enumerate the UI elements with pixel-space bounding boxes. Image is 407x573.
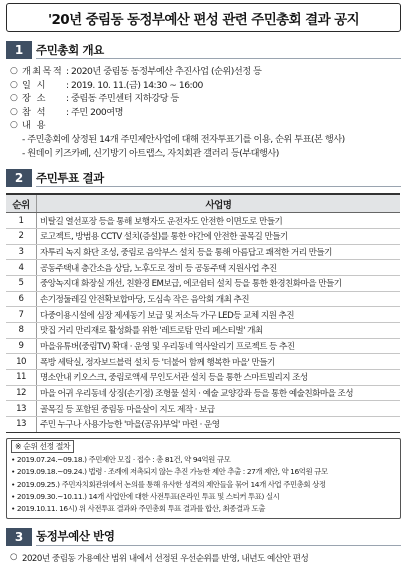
overview-value: : 2020년 중림동 동정부예산 추진사업 (순위)선정 등 [66, 66, 262, 77]
rank-cell: 3 [6, 244, 37, 260]
item-cell: 비탈길 열선포장 등을 통해 보행자도 운전자도 안전한 이면도로 만들기 [37, 213, 401, 229]
section-3-title: 동정부예산 반영 [36, 528, 401, 546]
overview-row [10, 92, 401, 106]
table-row [6, 322, 400, 338]
overview-key: 내 용 [22, 120, 47, 132]
item-cell: 명소안내 키오스크, 중림로액세 무인도서관 설치 등을 통한 스마트빌리지 조성 [37, 370, 401, 386]
table-row [6, 401, 400, 417]
table-row [6, 385, 400, 401]
rank-cell: 12 [6, 385, 37, 401]
section-1-number: 1 [6, 41, 32, 59]
rank-cell: 5 [6, 275, 37, 291]
item-cell: 마을유튜버(중림TV) 확대 · 운영 및 우리동네 역사알리기 프로젝트 등 추진 [37, 338, 401, 354]
procedure-note-line: • 2019.10.11. 16시) 위 사전투표 결과와 주민총회 투표 결과를 합산, 최종결과 도출 [11, 504, 265, 514]
rank-cell: 6 [6, 291, 37, 307]
procedure-note-box [6, 438, 401, 519]
overview-row [10, 65, 401, 79]
overview-value: : 주민 200여명 [66, 106, 123, 118]
rank-cell: 9 [6, 338, 37, 354]
item-cell: 골목길 등 포함된 중림동 마을살이 지도 제작 · 보급 [37, 401, 401, 417]
overview-list [10, 65, 401, 160]
procedure-note-line: • 2019.09.30.~10.11.) 14개 사업안에 대한 사전투표(온라인 투표 및 스티커 투표) 실시 [11, 492, 280, 501]
item-cell: 맛집 거리 만리재로 활성화를 위한 '레트로탐 만리 페스티벌' 개최 [37, 322, 401, 338]
table-row [6, 260, 400, 276]
overview-row [10, 106, 401, 120]
rank-cell: 13 [6, 401, 37, 417]
rank-cell: 2 [6, 228, 37, 244]
item-cell: 주민 누구나 사용가능한 '마을(공유)부엌' 마련 · 운영 [37, 417, 401, 433]
table-row [6, 228, 400, 244]
section-2-number: 2 [6, 169, 32, 187]
budget-reflection-text: 2020년 중림동 가용예산 범위 내에서 선정된 우선순위를 반영, 내년도 예산안 편성 [22, 553, 309, 564]
table-row [6, 213, 400, 229]
item-cell: 마을 어귀 우리동네 상징(손기정) 조형물 설치 · 예술 교양강좌 등을 통한 예술친화마을 조성 [37, 385, 401, 401]
overview-value: : 중림동 주민센터 지하강당 등 [66, 93, 179, 105]
overview-row [10, 119, 401, 133]
rank-cell: 4 [6, 260, 37, 276]
item-column-header: 사업명 [37, 194, 401, 213]
circle-bullet-icon: ○ [10, 106, 18, 117]
table-row [6, 307, 400, 323]
section-3-header [6, 528, 401, 546]
procedure-note-tag: ※ 순위 선정 절차 [11, 440, 74, 453]
budget-reflection [10, 552, 401, 564]
item-cell: 공동주택내 층간소음 상담, 노후도로 정비 등 공동주택 지원사업 추진 [37, 260, 401, 276]
rank-column-header: 순위 [6, 194, 37, 213]
overview-key: 개최목적 [22, 66, 64, 77]
rank-cell: 8 [6, 322, 37, 338]
table-row [6, 338, 400, 354]
overview-key: 참 석 [22, 106, 47, 118]
rank-cell: 13 [6, 417, 37, 433]
table-row [6, 244, 400, 260]
table-row [6, 291, 400, 307]
rank-cell: 1 [6, 213, 37, 229]
overview-row [10, 79, 401, 93]
procedure-note-line: • 2019.07.24.~09.18.) 주민제안 모집 · 접수 : 총 81건, 약 94억원 규모 [11, 454, 231, 464]
item-cell: 중앙녹지대 화장실 개선, 친환경 EM보급, 에코쉼터 설치 등을 통한 환경친화마을 만들기 [37, 275, 401, 291]
section-1-header [6, 41, 401, 59]
rank-cell: 11 [6, 370, 37, 386]
table-row [6, 417, 400, 433]
overview-value [66, 119, 401, 133]
procedure-note-line: • 2019.09.25.) 주민자치회관위에서 논의를 통해 유사한 성격의 제안들을 묶어 14개 사업 주민총회 상정 [11, 479, 326, 489]
table-row [6, 370, 400, 386]
circle-bullet-icon: ○ [10, 551, 17, 562]
item-cell: 로고젝트, 방범용 CCTV 설치(증설)를 통한 야간에 안전한 골목길 만들기 [37, 228, 401, 244]
table-header-row [6, 194, 400, 213]
circle-bullet-icon: ○ [10, 79, 18, 90]
table-row [6, 275, 400, 291]
rank-cell: 10 [6, 354, 37, 370]
procedure-note-line: • 2019.09.18.~09.24.) 법령 · 조례에 저촉되지 않는 추진 가능한 제안 추출 : 27개 제안, 약 16억원 규모 [11, 467, 328, 477]
rank-cell: 7 [6, 307, 37, 323]
section-2-title: 주민투표 결과 [36, 169, 401, 187]
overview-value: : 2019. 10. 11.(금) 14:30 ~ 16:00 [66, 79, 203, 91]
overview-sub-item: - 주민총회에 상정된 14개 주민제안사업에 대해 전자투표기를 이용, 순위 투표(본 행사) [22, 133, 345, 145]
vote-table-body [6, 213, 400, 433]
overview-sub-item: - 원데이 키즈카페, 신기방기 아트랩스, 자치회관 갤러리 등(부대행사) [22, 147, 279, 159]
page-title: '20년 중림동 동정부예산 편성 관련 주민총회 결과 공지 [6, 3, 401, 32]
circle-bullet-icon: ○ [10, 93, 18, 104]
section-1-title: 주민총회 개요 [36, 41, 401, 59]
item-cell: 폭방 세탁실, 정자보드블럭 설치 등 '더불어 함께 행복한 마을' 만들기 [37, 354, 401, 370]
section-3-number: 3 [6, 528, 32, 546]
item-cell: 다중이용시설에 심장 제세동기 보급 및 저소득 가구 LED등 교체 지원 추진 [37, 307, 401, 323]
item-cell: 손기정둘레길 안전확보합마당, 도심속 작은 음악회 개최 추진 [37, 291, 401, 307]
overview-key: 일 시 [22, 79, 47, 91]
circle-bullet-icon: ○ [10, 66, 18, 76]
circle-bullet-icon: ○ [10, 120, 18, 131]
item-cell: 자투리 녹지 화단 조성, 중림로 음악부스 설치 등을 통해 아름답고 쾌적한 거리 만들기 [37, 244, 401, 260]
section-2-header [6, 169, 401, 187]
table-row [6, 354, 400, 370]
overview-key: 장 소 [22, 93, 47, 105]
vote-result-table [6, 193, 400, 433]
